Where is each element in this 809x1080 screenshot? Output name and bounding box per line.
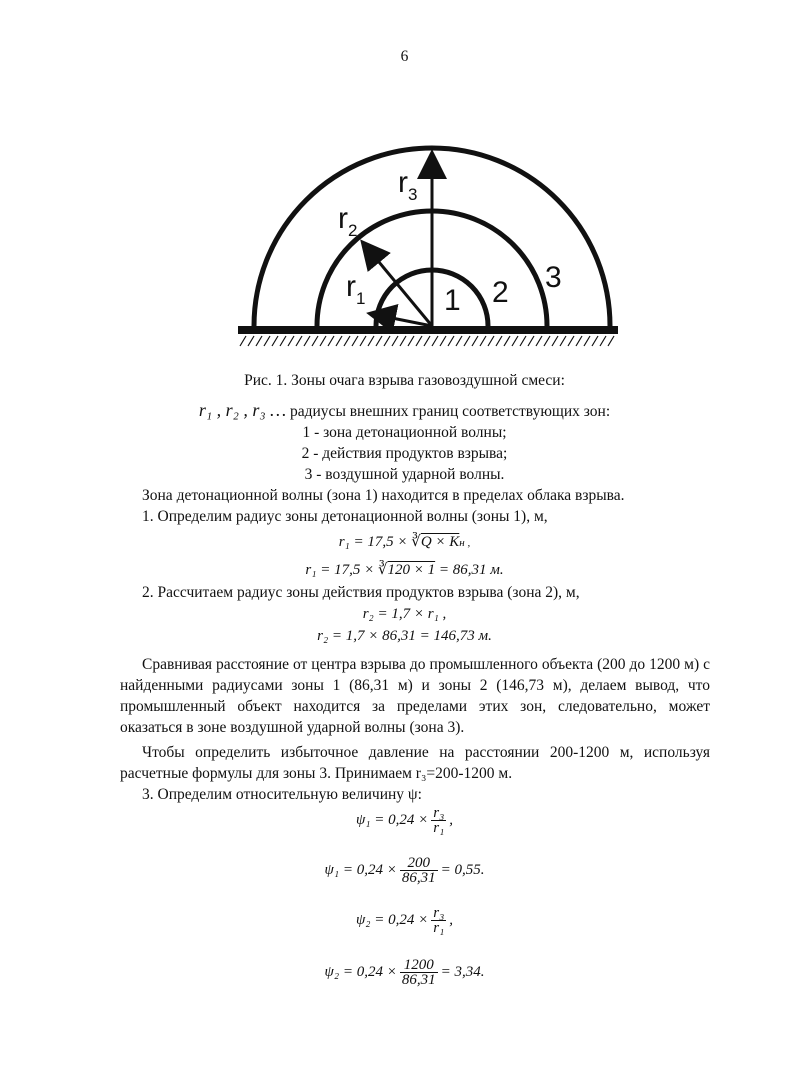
step1-text: 1. Определим радиус зоны детонационной волны (зоны 1), м,: [142, 508, 548, 525]
formula-psi1-value: ψ₁ = 0,24 × $\frac{200}{86,31}$ = 0,55.: [324, 855, 485, 886]
zone-note: Зона детонационной волны (зона 1) находится в пределах облака взрыва.: [142, 487, 625, 504]
r3-label: $r_3$: [398, 166, 418, 204]
ground-hatching: [240, 336, 614, 346]
figure-caption-title: Рис. 1. Зоны очага взрыва газовоздушной смеси:: [244, 372, 565, 389]
zone2-label: 2: [492, 276, 509, 309]
paragraph-pressure: Чтобы определить избыточное давление на расстоянии 200-1200 м, используя расчетные формулы для зоны 3. Принимаем r₃=200-1200 м.: [120, 744, 710, 782]
radii-text: радиусы внешних границ соответствующих зон:: [290, 403, 611, 420]
step3-text: 3. Определим относительную величину ψ:: [142, 786, 422, 803]
caption-zone3: 3 - воздушной ударной волны.: [304, 466, 505, 483]
formula-r1-general: r₁ = 17,5 × ∛Q × Kн ,: [338, 534, 471, 550]
formula-r2-general: r₂ = 1,7 × r₁ ,: [362, 606, 447, 622]
ground-line: [238, 326, 618, 334]
radii-symbols: r₁ , r₂ , r₃ …: [198, 400, 287, 420]
formula-psi1-general: ψ₁ = 0,24 × $\frac{\text{r₃}}{\text{r₁}}$ ,: [355, 805, 454, 836]
r2-label: $r_2$: [338, 202, 358, 240]
paragraph-comparison: Сравнивая расстояние от центра взрыва до промышленного объекта (200 до 1200 м) с найденными радиусами зоны 1 (86,31 м) и зоны 2 (146,73 м), делаем вывод, что промышленный объект находится за пределами этих зон, следовательно, может оказаться в зоне воздушной ударной волны (зона 3).: [120, 656, 710, 736]
caption-zone2: 2 - действия продуктов взрыва;: [301, 445, 508, 462]
zones-diagram: [0, 0, 809, 370]
cube-root-sign: ∛: [377, 562, 388, 578]
formula-r2-value: r₂ = 1,7 × 86,31 = 146,73 м.: [317, 628, 492, 644]
zone3-label: 3: [545, 261, 562, 294]
r1-label: $r_1$: [346, 270, 366, 308]
formula-r1-value: r₁ = 17,5 × ∛120 × 1 = 86,31 м.: [305, 562, 504, 578]
step2-text: 2. Рассчитаем радиус зоны действия продуктов взрыва (зона 2), м,: [142, 584, 580, 601]
figure-caption-radii: [0, 400, 809, 421]
formula-psi2-value: ψ₂ = 0,24 × $\frac{1200}{86,31}$ = 3,34.: [324, 957, 485, 988]
caption-zone1: 1 - зона детонационной волны;: [302, 424, 507, 441]
formula-psi2-general: ψ₂ = 0,24 × $\frac{\text{r₃}}{\text{r₁}}$ ,: [355, 905, 454, 936]
page-number: 6: [400, 48, 409, 65]
cube-root-sign: ∛: [411, 534, 421, 550]
zone1-label: 1: [444, 284, 461, 317]
